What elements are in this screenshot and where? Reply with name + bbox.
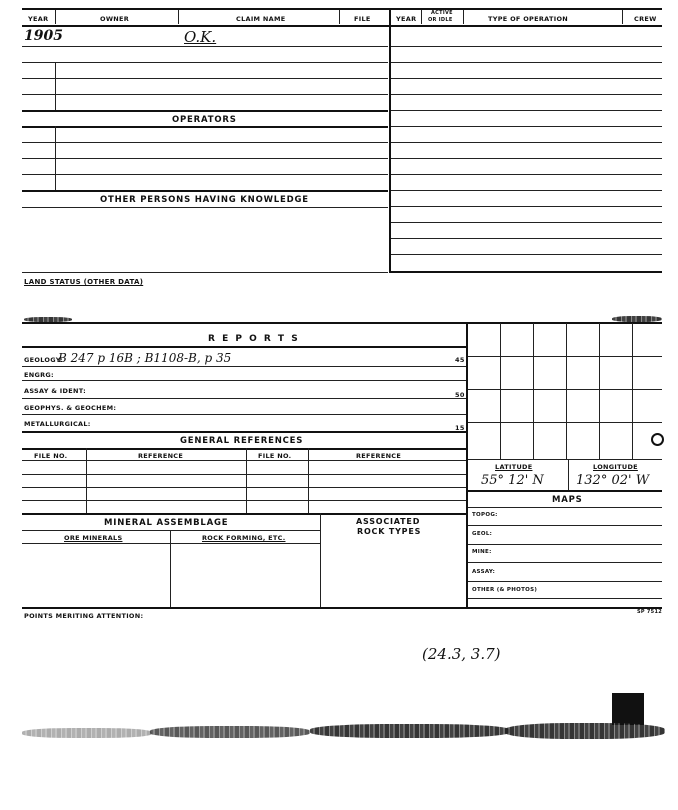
reports-row-line — [22, 414, 466, 415]
handwritten-coordinates: (24.3, 3.7) — [422, 645, 501, 663]
reports-header-line — [22, 346, 466, 348]
land-status-label: LAND STATUS (OTHER DATA) — [24, 278, 144, 286]
reports-row-line — [22, 398, 466, 399]
maps-title: MAPS — [552, 495, 583, 505]
scan-smear — [505, 723, 665, 739]
associated-rock-types-2: ROCK TYPES — [357, 527, 422, 536]
entry-claim-name: O.K. — [184, 28, 217, 46]
header-divider — [622, 10, 623, 24]
operators-row-line — [22, 142, 388, 143]
scale-45: 45 — [455, 356, 465, 364]
reports-row-line — [22, 366, 466, 367]
coord-divider — [568, 459, 569, 490]
geology-label: GEOLOGY: — [24, 356, 64, 364]
reports-section-end — [22, 431, 466, 433]
other-persons-label: OTHER PERSONS HAVING KNOWLEDGE — [100, 195, 309, 205]
longitude-label: LONGITUDE — [593, 463, 638, 471]
maps-row-line — [468, 544, 662, 545]
metallurgical-label: METALLURGICAL: — [24, 420, 91, 428]
grid-line — [566, 323, 567, 459]
maps-row-line — [468, 562, 662, 563]
gr-row-line — [22, 487, 466, 488]
operation-row-line — [391, 158, 662, 159]
scale-15: 15 — [455, 424, 465, 432]
gr-row-line — [22, 500, 466, 501]
reports-title: R E P O R T S — [208, 334, 300, 344]
maps-topog: TOPOG: — [472, 512, 498, 518]
entry-year: 1905 — [24, 28, 63, 44]
operation-row-line — [391, 238, 662, 239]
mineral-header-line — [22, 530, 320, 531]
operation-row-line — [391, 126, 662, 127]
header-owner: OWNER — [100, 15, 130, 23]
header-divider — [178, 10, 179, 24]
geophys-label: GEOPHYS. & GEOCHEM: — [24, 404, 117, 412]
operators-col-line — [55, 126, 56, 190]
scan-smear — [22, 728, 152, 738]
header-divider — [339, 10, 340, 24]
header-type-of-operation: TYPE OF OPERATION — [488, 15, 569, 23]
owner-col-line — [55, 62, 56, 110]
gr-col-line — [308, 448, 309, 513]
form-bottom-border — [22, 607, 662, 609]
gr-reference-1: REFERENCE — [138, 452, 184, 460]
operation-row-line — [391, 222, 662, 223]
points-meriting-attention: POINTS MERITING ATTENTION: — [24, 612, 144, 620]
maps-mine: MINE: — [472, 549, 492, 555]
maps-header-line — [468, 507, 662, 508]
mineral-subheader-line — [22, 543, 320, 544]
owner-row-line — [22, 78, 388, 79]
other-persons-line — [22, 207, 388, 208]
gr-col-line — [246, 448, 247, 513]
grid-line — [599, 323, 600, 459]
header-claim-name: CLAIM NAME — [236, 15, 286, 23]
header-year-right: YEAR — [396, 15, 417, 23]
operation-row-line — [391, 206, 662, 207]
gr-col-line — [86, 448, 87, 513]
punch-hole-icon — [651, 433, 664, 446]
owner-row-line — [22, 62, 388, 63]
gr-row-line — [22, 460, 466, 461]
header-divider — [463, 10, 464, 24]
operation-row-line — [391, 254, 662, 255]
grid-line — [468, 422, 662, 423]
geology-value: B 247 p 16B ; B1108-B, p 35 — [58, 351, 232, 365]
associated-rock-types-1: ASSOCIATED — [356, 517, 421, 526]
owner-row-line — [22, 46, 388, 47]
header-divider — [55, 10, 56, 24]
assay-ident-label: ASSAY & IDENT: — [24, 387, 86, 395]
maps-row-line — [468, 581, 662, 582]
grid-line — [468, 356, 662, 357]
operators-header-line — [22, 126, 388, 128]
mineral-col-line — [170, 530, 171, 607]
latitude-value: 55° 12' N — [481, 473, 544, 488]
maps-row-line — [468, 525, 662, 526]
operators-label: OPERATORS — [172, 115, 237, 125]
gr-row-line — [22, 474, 466, 475]
operators-row-line — [22, 158, 388, 159]
maps-row-line — [468, 598, 662, 599]
owner-section-end — [22, 110, 388, 112]
operators-row-line — [22, 174, 388, 175]
grid-line — [500, 323, 501, 459]
operation-row-line — [391, 190, 662, 191]
coords-section-end — [468, 490, 662, 492]
header-active: ACTIVE — [431, 10, 453, 16]
mineral-col-line — [320, 513, 321, 607]
maps-assay: ASSAY: — [472, 569, 496, 575]
top-border — [22, 8, 662, 10]
gr-file-no-2: FILE NO. — [258, 452, 292, 460]
reports-right-divider — [466, 323, 468, 607]
header-crew: CREW — [634, 15, 657, 23]
general-references-header-line — [22, 448, 466, 450]
operation-row-line — [391, 46, 662, 47]
owner-row-line — [22, 94, 388, 95]
header-or-idle: OR IDLE — [428, 17, 453, 23]
scan-smear — [310, 724, 510, 738]
scale-50: 50 — [455, 391, 465, 399]
land-status-top-line — [22, 272, 388, 273]
operation-row-line — [391, 78, 662, 79]
header-file: FILE — [354, 15, 371, 23]
maps-geol: GEOL: — [472, 531, 493, 537]
operators-section-end — [22, 190, 388, 192]
operation-row-line — [391, 94, 662, 95]
gr-reference-2: REFERENCE — [356, 452, 402, 460]
form-number: SP 7512 — [637, 609, 663, 615]
gr-section-end — [22, 513, 466, 515]
grid-line — [533, 323, 534, 459]
maps-other: OTHER (& PHOTOS) — [472, 587, 538, 593]
operation-section-end — [389, 271, 662, 273]
header-divider — [421, 10, 422, 24]
latitude-label: LATITUDE — [495, 463, 533, 471]
general-references-title: GENERAL REFERENCES — [180, 436, 304, 446]
registration-mark — [612, 693, 644, 725]
ore-minerals-label: ORE MINERALS — [64, 534, 123, 542]
operation-row-line — [391, 174, 662, 175]
mineral-assemblage-title: MINERAL ASSEMBLAGE — [104, 518, 229, 528]
grid-line — [632, 323, 633, 459]
grid-line — [468, 459, 662, 460]
header-year: YEAR — [28, 15, 49, 23]
longitude-value: 132° 02' W — [576, 473, 650, 488]
operation-row-line — [391, 110, 662, 111]
engrg-label: ENGRG: — [24, 371, 54, 379]
header-bottom-border — [22, 25, 662, 27]
scan-smear — [150, 726, 310, 738]
operation-row-line — [391, 62, 662, 63]
center-divider — [389, 8, 391, 273]
operation-row-line — [391, 142, 662, 143]
reports-row-line — [22, 380, 466, 381]
grid-line — [468, 389, 662, 390]
gr-file-no-1: FILE NO. — [34, 452, 68, 460]
rock-forming-label: ROCK FORMING, ETC. — [202, 534, 286, 542]
